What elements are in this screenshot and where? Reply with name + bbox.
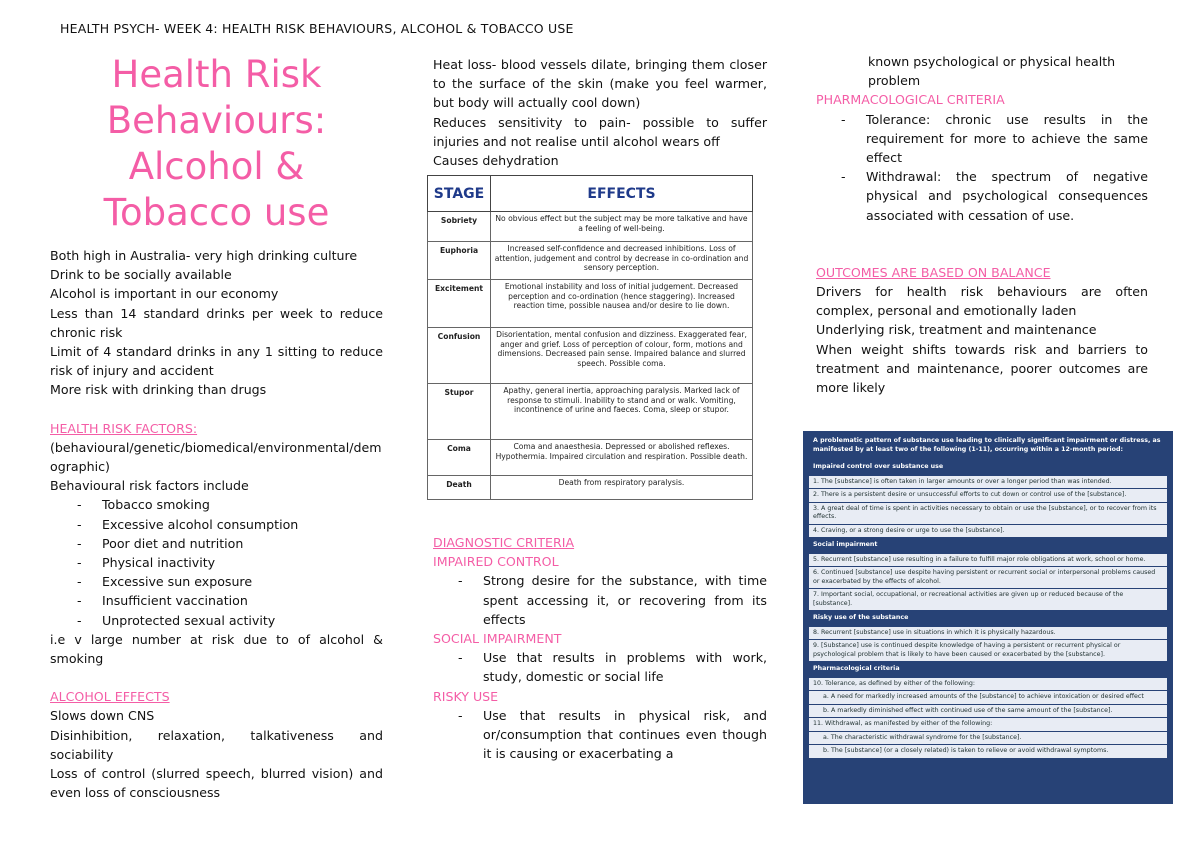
- stage-cell: Sobriety: [428, 212, 491, 242]
- page-header: HEALTH PSYCH- WEEK 4: HEALTH RISK BEHAVIOURS, ALCOHOL & TOBACCO USE: [60, 21, 574, 36]
- table-row: [428, 440, 753, 476]
- risk-factors-intro: Behavioural risk factors include: [50, 478, 249, 494]
- dsm-criterion: 10. Tolerance, as defined by either of the following:: [809, 678, 1167, 691]
- stage-cell: Stupor: [428, 384, 491, 440]
- stage-cell: Euphoria: [428, 242, 491, 280]
- intro-line: More risk with drinking than drugs: [50, 382, 267, 398]
- dsm-criterion: 7. Important social, occupational, or recreational activities are given up or reduced because of the [substance].: [809, 589, 1167, 610]
- column-3: [816, 52, 1148, 397]
- list-item: - Physical inactivity: [50, 553, 383, 572]
- list-item: - Excessive alcohol consumption: [50, 515, 383, 534]
- list-item: - Poor diet and nutrition: [50, 534, 383, 553]
- table-row: [428, 384, 753, 440]
- table-row: [428, 280, 753, 328]
- dsm-criterion: b. The [substance] (or a closely related) is taken to relieve or avoid withdrawal symptoms.: [809, 745, 1167, 758]
- intro-line: Both high in Australia- very high drinking culture: [50, 248, 358, 263]
- list-item: - Withdrawal: the spectrum of negative physical and psychological consequences associated with cessation of use.: [816, 167, 1148, 225]
- effects-cell: Death from respiratory paralysis.: [491, 476, 753, 500]
- list-item: - Tolerance: chronic use results in the requirement for more to achieve the same effect: [816, 110, 1148, 168]
- list-item: - Unprotected sexual activity: [50, 611, 383, 630]
- dsm-criterion: 1. The [substance] is often taken in larger amounts or over a longer period than was intended.: [809, 476, 1167, 489]
- list-item: - Use that results in problems with work, study, domestic or social life: [433, 648, 767, 686]
- alcohol-effect: Heat loss- blood vessels dilate, bringing them closer to the surface of the skin (make you feel warmer, but body will actually cool down): [433, 57, 767, 111]
- dsm-criterion: a. The characteristic withdrawal syndrome for the [substance].: [809, 732, 1167, 745]
- dsm-criterion: a. A need for markedly increased amounts of the [substance] to achieve intoxication or desired effect: [809, 691, 1167, 704]
- social-impairment-list: [433, 648, 767, 686]
- intro-line: Alcohol is important in our economy: [50, 286, 279, 302]
- effects-cell: Emotional instability and loss of initial judgement. Decreased perception and co-ordination (hence staggering). Increased reaction time, possible nausea and/or desire to lie down.: [491, 280, 753, 328]
- alcohol-effect: Reduces sensitivity to pain- possible to suffer injuries and not realise until alcohol wears off: [433, 114, 767, 149]
- risky-use-list: [433, 706, 767, 764]
- table-header-effects: EFFECTS: [491, 176, 753, 212]
- stage-cell: Excitement: [428, 280, 491, 328]
- stage-cell: Confusion: [428, 328, 491, 384]
- continued-text: known psychological or physical health problem: [868, 54, 1116, 89]
- dsm-criterion: 11. Withdrawal, as manifested by either of the following:: [809, 718, 1167, 731]
- outcome-line: Underlying risk, treatment and maintenance: [816, 322, 1097, 338]
- intro-line: Less than 14 standard drinks per week to reduce chronic risk: [50, 305, 383, 340]
- list-item: - Excessive sun exposure: [50, 572, 383, 591]
- diagnostic-heading: DIAGNOSTIC CRITERIA: [433, 535, 575, 550]
- outcome-line: Drivers for health risk behaviours are often complex, personal and emotionally laden: [816, 284, 1148, 319]
- dsm-section-heading: Impaired control over substance use: [813, 463, 944, 470]
- alcohol-effect: Disinhibition, relaxation, talkativeness and sociability: [50, 727, 383, 762]
- table-header-stage: STAGE: [428, 176, 491, 212]
- dsm-criterion: 2. There is a persistent desire or unsuccessful efforts to cut down or control use of the [substance].: [809, 489, 1167, 502]
- dsm-criteria-box: [803, 431, 1173, 804]
- alcohol-effect: Loss of control (slurred speech, blurred vision) and even loss of consciousness: [50, 766, 383, 801]
- risk-factors-list: [50, 495, 383, 629]
- effects-cell: Disorientation, mental confusion and dizziness. Exaggerated fear, anger and grief. Loss of perception of colour, form, motions and dimensions. Decreased pain sense. Impaired balance and slurred speech. Possible coma.: [491, 328, 753, 384]
- stage-cell: Coma: [428, 440, 491, 476]
- effects-cell: Increased self-confidence and decreased inhibitions. Loss of attention, judgement and control by decrease in co-ordination and sensory perception.: [491, 242, 753, 280]
- risk-factors-heading: HEALTH RISK FACTORS:: [50, 420, 198, 436]
- dsm-section-heading: Risky use of the substance: [813, 614, 909, 621]
- effects-cell: Coma and anaesthesia. Depressed or abolished reflexes. Hypothermia. Impaired circulation and respiration. Possible death.: [491, 440, 753, 476]
- table-row: [428, 328, 753, 384]
- risk-note: i.e v large number at risk due to of alcohol & smoking: [50, 631, 383, 667]
- page-title: Health Risk Behaviours: Alcohol & Tobacco use: [103, 53, 330, 234]
- dsm-criterion: b. A markedly diminished effect with continued use of the same amount of the [substance].: [809, 705, 1167, 718]
- outcomes-heading: OUTCOMES ARE BASED ON BALANCE: [816, 264, 1051, 280]
- alcohol-effects-heading: ALCOHOL EFFECTS: [50, 689, 170, 705]
- stage-cell: Death: [428, 476, 491, 500]
- dsm-criterion: 5. Recurrent [substance] use resulting in a failure to fulfill major role obligations at work, school or home.: [809, 554, 1167, 567]
- dsm-section-heading: Social impairment: [813, 541, 878, 548]
- dsm-section-heading: Pharmacological criteria: [813, 665, 900, 672]
- table-row: [428, 242, 753, 280]
- effects-cell: Apathy, general inertia, approaching paralysis. Marked lack of response to stimuli. Inability to stand and or walk. Vomiting, incontinence of urine and faeces. Coma, sleep or stupor.: [491, 384, 753, 440]
- risk-factors-subheading: (behavioural/genetic/biomedical/environmental/demographic): [50, 439, 382, 475]
- column-1: [50, 52, 383, 802]
- table-row: [428, 476, 753, 500]
- intro-line: Drink to be socially available: [50, 267, 232, 283]
- pharmacological-list: [816, 110, 1148, 225]
- list-item: - Strong desire for the substance, with time spent accessing it, or recovering from its effects: [433, 571, 767, 629]
- dsm-criterion: 9. [Substance] use is continued despite knowledge of having a persistent or recurrent physical or psychological problem that is likely to have been caused or exacerbated by the [substance].: [809, 640, 1167, 661]
- list-item: - Tobacco smoking: [50, 495, 383, 514]
- dsm-criterion: 6. Continued [substance] use despite having persistent or recurrent social or interpersonal problems caused or exacerbated by the effects of alcohol.: [809, 567, 1167, 588]
- dsm-criterion: 8. Recurrent [substance] use in situations in which it is physically hazardous.: [809, 627, 1167, 640]
- risky-use-heading: RISKY USE: [433, 688, 499, 704]
- pharmacological-heading: PHARMACOLOGICAL CRITERIA: [816, 92, 1005, 108]
- stage-effects-table: [427, 175, 753, 500]
- intro-line: Limit of 4 standard drinks in any 1 sitting to reduce risk of injury and accident: [50, 344, 383, 379]
- social-impairment-heading: SOCIAL IMPAIRMENT: [433, 631, 562, 647]
- dsm-criterion: 3. A great deal of time is spent in activities necessary to obtain or use the [substance], or to recover from its effects.: [809, 503, 1167, 524]
- list-item: - Insufficient vaccination: [50, 591, 383, 610]
- diagnostic-criteria: [433, 533, 767, 763]
- dsm-blocks: [809, 460, 1167, 758]
- table-row: [428, 212, 753, 242]
- impaired-control-heading: IMPAIRED CONTROL: [433, 554, 559, 570]
- impaired-control-list: [433, 571, 767, 629]
- effects-cell: No obvious effect but the subject may be more talkative and have a feeling of well-being.: [491, 212, 753, 242]
- outcome-line: When weight shifts towards risk and barriers to treatment and maintenance, poorer outcomes are more likely: [816, 341, 1148, 396]
- list-item: - Use that results in physical risk, and or/consumption that continues even though it is causing or exacerbating a: [433, 706, 767, 764]
- alcohol-effect: Causes dehydration: [433, 153, 559, 169]
- dsm-lead: A problematic pattern of substance use leading to clinically significant impairment or distress, as manifested by at least two of the following (1-11), occurring within a 12-month period:: [813, 437, 1161, 453]
- dsm-criterion: 4. Craving, or a strong desire or urge to use the [substance].: [809, 525, 1167, 538]
- column-2: [433, 55, 767, 170]
- alcohol-effect: Slows down CNS: [50, 708, 155, 724]
